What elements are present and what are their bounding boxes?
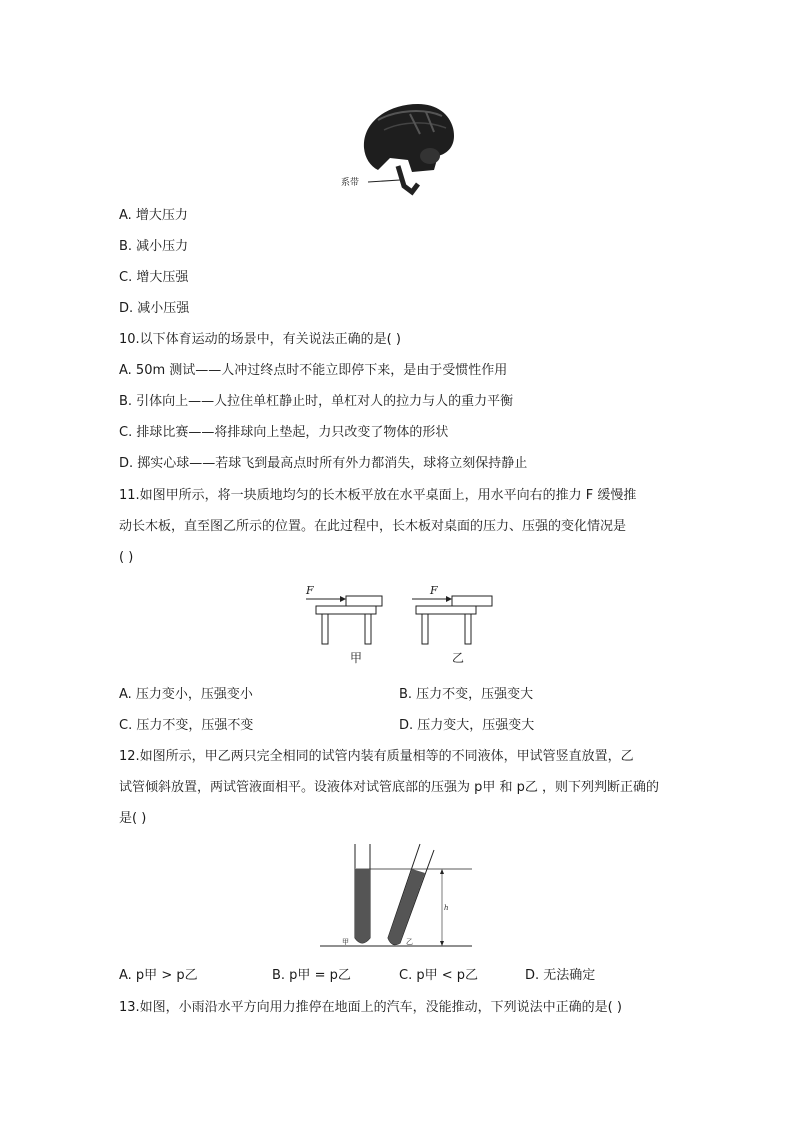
q11-option-b[interactable]: B. 压力不变，压强变大 [399, 687, 534, 702]
q9-option-c[interactable]: C. 增大压强 [119, 270, 189, 285]
q12-stem-line1: 12.如图所示，甲乙两只完全相同的试管内装有质量相等的不同液体，甲试管竖直放置，乙 [119, 749, 634, 764]
q11-stem-line3: ( ) [119, 550, 134, 565]
q10-option-b[interactable]: B. 引体向上——人拉住单杠静止时，单杠对人的拉力与人的重力平衡 [119, 394, 514, 409]
q10-stem: 10.以下体育运动的场景中，有关说法正确的是( ) [119, 332, 401, 347]
q11-stem-line2: 动长木板，直至图乙所示的位置。在此过程中，长木板对桌面的压力、压强的变化情况是 [119, 519, 627, 534]
label-yi: 乙 [452, 651, 465, 665]
q12-option-b[interactable]: B. p甲 = p乙 [272, 968, 351, 983]
strap-label: 系带 [341, 178, 360, 188]
board-yi [452, 596, 492, 606]
q9-option-a[interactable]: A. 增大压力 [119, 208, 188, 223]
board-jia [346, 596, 382, 606]
helmet-shell [364, 104, 454, 172]
tube-jia-label: 甲 [342, 938, 349, 946]
q9-option-b[interactable]: B. 减小压力 [119, 239, 189, 254]
force-label-yi: F [430, 584, 438, 597]
q12-figure [318, 840, 478, 955]
q12-option-d[interactable]: D. 无法确定 [525, 968, 596, 983]
height-label: h [444, 904, 449, 912]
q11-option-d[interactable]: D. 压力变大，压强变大 [399, 718, 535, 733]
q10-option-c[interactable]: C. 排球比赛——将排球向上垫起，力只改变了物体的形状 [119, 425, 449, 440]
q10-option-d[interactable]: D. 掷实心球——若球飞到最高点时所有外力都消失，球将立刻保持静止 [119, 456, 528, 471]
q12-option-a[interactable]: A. p甲 > p乙 [119, 968, 198, 983]
q11-option-a[interactable]: A. 压力变小，压强变小 [119, 687, 253, 702]
force-label-jia: F [306, 584, 314, 597]
tube-yi [388, 844, 434, 946]
q12-stem-line2: 试管倾斜放置，两试管液面相平。设液体对试管底部的压强为 p甲 和 p乙 ，则下列判断正确的 [119, 780, 660, 795]
q11-option-c[interactable]: C. 压力不变，压强不变 [119, 718, 254, 733]
q12-option-c[interactable]: C. p甲 < p乙 [399, 968, 479, 983]
table-yi [412, 584, 492, 665]
q10-option-a[interactable]: A. 50m 测试——人冲过终点时不能立即停下来，是由于受惯性作用 [119, 363, 508, 378]
q9-option-d[interactable]: D. 减小压强 [119, 301, 190, 316]
q12-stem-line3: 是( ) [119, 811, 147, 826]
q11-figure [300, 580, 500, 670]
helmet-figure [338, 100, 468, 200]
tube-yi-label: 乙 [406, 938, 413, 946]
q13-stem: 13.如图，小雨沿水平方向用力推停在地面上的汽车，没能推动，下列说法中正确的是( ) [119, 1000, 622, 1015]
label-jia: 甲 [350, 651, 363, 665]
tube-jia [342, 844, 370, 946]
q11-stem-line1: 11.如图甲所示，将一块质地均匀的长木板平放在水平桌面上，用水平向右的推力 F 缓慢推 [119, 488, 637, 503]
table-jia [305, 584, 382, 665]
